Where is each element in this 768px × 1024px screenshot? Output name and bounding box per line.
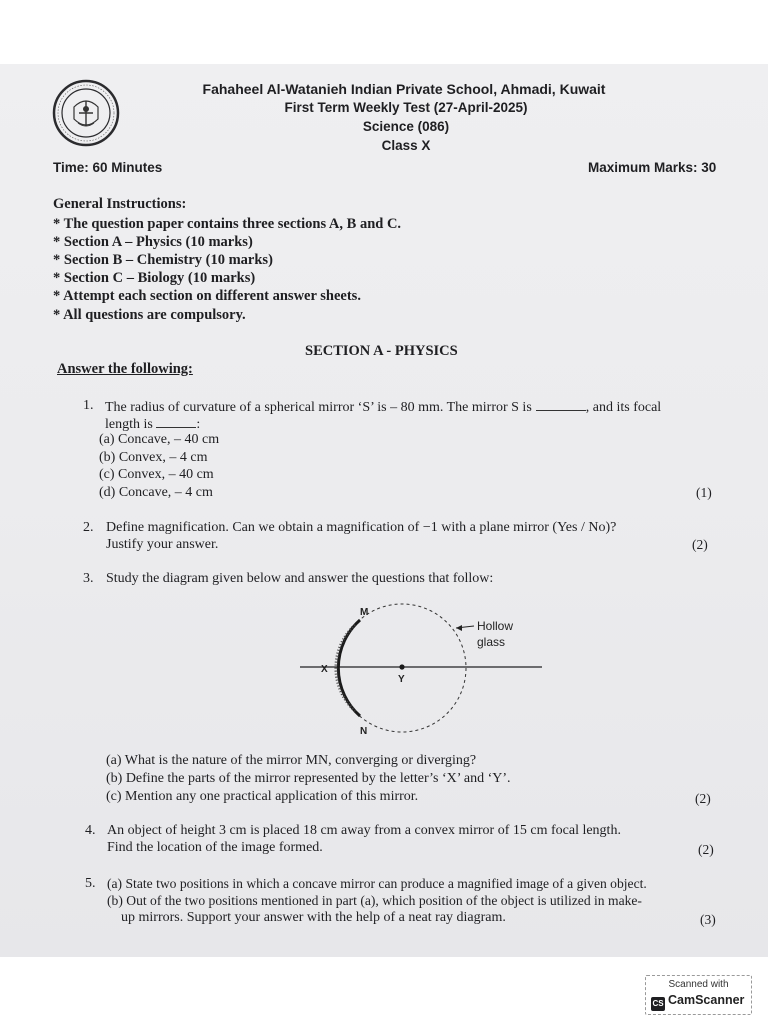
- question-2-line-2: Justify your answer.: [106, 537, 219, 552]
- instruction-item: * Section A – Physics (10 marks): [53, 234, 253, 250]
- question-3-part-b: (b) Define the parts of the mirror represented by the letter’s ‘X’ and ‘Y’.: [106, 771, 511, 786]
- option-b: (b) Convex, – 4 cm: [99, 450, 208, 465]
- marks-label: (2): [695, 791, 711, 806]
- mirror-diagram: [296, 598, 546, 748]
- camscanner-logo-icon: CS: [651, 997, 665, 1011]
- question-3-part-c: (c) Mention any one practical application of this mirror.: [106, 789, 419, 804]
- question-4-line-1: An object of height 3 cm is placed 18 cm away from a convex mirror of 15 cm focal length.: [107, 823, 621, 838]
- question-number: 4.: [85, 823, 96, 838]
- question-3-part-a: (a) What is the nature of the mirror MN, converging or diverging?: [106, 753, 477, 768]
- question-3-text: Study the diagram given below and answer the questions that follow:: [106, 571, 494, 586]
- instruction-item: * Attempt each section on different answer sheets.: [53, 288, 361, 304]
- question-2-line-1: Define magnification. Can we obtain a magnification of −1 with a plane mirror (Yes / No)?: [106, 520, 617, 535]
- answer-heading: Answer the following:: [57, 361, 193, 377]
- instructions-title: General Instructions:: [53, 196, 187, 212]
- question-5-line-1: (a) State two positions in which a concave mirror can produce a magnified image of a given object.: [107, 876, 647, 891]
- question-1-text-c: length is: [105, 417, 153, 432]
- marks-label: (2): [692, 537, 708, 552]
- fill-blank: [536, 398, 586, 411]
- question-5-line-3: up mirrors. Support your answer with the help of a neat ray diagram.: [121, 910, 506, 925]
- option-c: (c) Convex, – 40 cm: [99, 467, 214, 482]
- class-label: Class X: [381, 138, 431, 153]
- instruction-item: * All questions are compulsory.: [53, 307, 246, 323]
- label-n: N: [360, 726, 368, 737]
- question-number: 2.: [83, 520, 94, 535]
- fill-blank: [156, 415, 196, 428]
- marks-label: (3): [700, 912, 716, 927]
- label-m: M: [360, 607, 369, 618]
- label-hollow: Hollow: [477, 619, 514, 633]
- instruction-item: * Section C – Biology (10 marks): [53, 270, 256, 286]
- question-1-text: The radius of curvature of a spherical mirror ‘S’ is – 80 mm. The mirror S is: [105, 400, 532, 415]
- question-1-line-1: [105, 398, 661, 416]
- instruction-item: * Section B – Chemistry (10 marks): [53, 252, 273, 268]
- label-glass: glass: [477, 635, 506, 649]
- mirror-arc: [338, 620, 360, 716]
- label-y: Y: [398, 674, 405, 685]
- scanned-with-label: Scanned with: [668, 979, 729, 990]
- maximum-marks: Maximum Marks: 30: [588, 160, 717, 175]
- school-name: Fahaheel Al-Watanieh Indian Private School, Ahmadi, Kuwait: [202, 81, 606, 97]
- question-5-line-2: (b) Out of the two positions mentioned in part (a), which position of the object is utilized in make-: [107, 893, 642, 908]
- arrow-head-icon: [456, 625, 462, 631]
- question-4-line-2: Find the location of the image formed.: [107, 840, 323, 855]
- marks-label: (1): [696, 485, 712, 500]
- camscanner-name: CamScanner: [668, 993, 745, 1007]
- question-number: 1.: [83, 398, 94, 413]
- camscanner-brand: [651, 993, 744, 1011]
- time-allowed: Time: 60 Minutes: [53, 160, 163, 175]
- subject: Science (086): [362, 119, 450, 134]
- exam-paper: [0, 64, 768, 957]
- option-d: (d) Concave, – 4 cm: [99, 485, 213, 500]
- question-number: 5.: [85, 876, 96, 891]
- test-title: First Term Weekly Test (27-April-2025): [284, 100, 528, 115]
- question-1-text-cont: , and its focal: [585, 400, 662, 415]
- camscanner-watermark: [645, 975, 752, 1015]
- question-1-colon: :: [196, 417, 201, 432]
- option-a: (a) Concave, – 40 cm: [99, 432, 220, 447]
- instruction-item: * The question paper contains three sections A, B and C.: [53, 216, 402, 232]
- section-title: SECTION A - PHYSICS: [305, 343, 458, 359]
- label-x: X: [321, 664, 328, 675]
- marks-label: (2): [698, 842, 714, 857]
- center-point: [399, 664, 404, 669]
- question-number: 3.: [83, 571, 94, 586]
- question-1-line-2: [105, 415, 200, 433]
